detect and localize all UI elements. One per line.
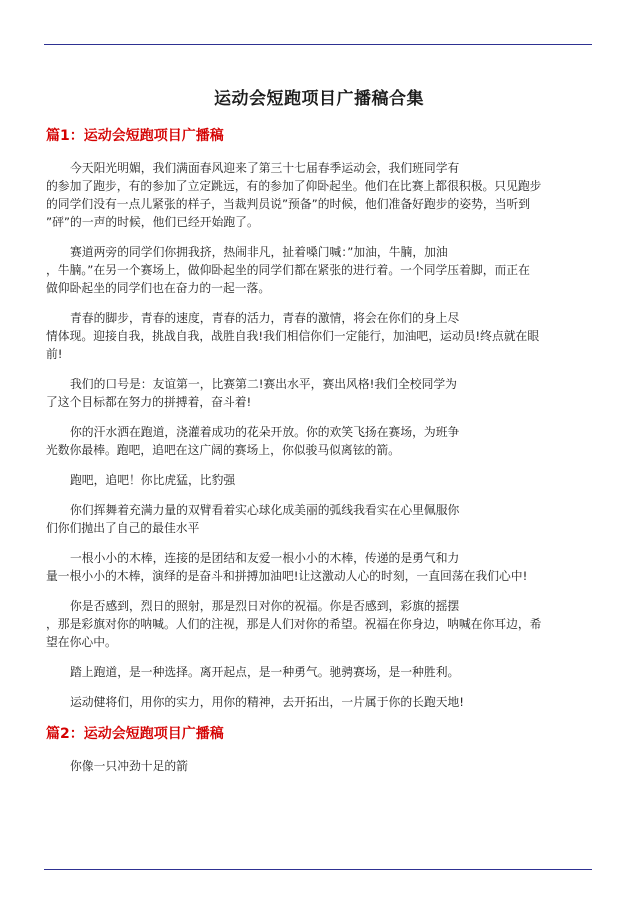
section-2-heading: 篇2：运动会短跑项目广播稿 [46, 726, 224, 742]
paragraph-line: 跑吧，追吧！你比虎猛，比豹强 [70, 473, 236, 487]
header-rule [44, 44, 592, 45]
paragraph-line: 情体现。迎接自我，挑战自我，战胜自我!我们相信你们一定能行，加油吧，运动员!终点就在眼 [46, 329, 540, 343]
paragraph-line: 今天阳光明媚，我们满面春风迎来了第三十七届春季运动会，我们班同学有 [70, 161, 460, 175]
paragraph-line: 的参加了跑步，有的参加了立定跳远，有的参加了仰卧起坐。他们在比赛上都很积极。只见跑步 [46, 179, 542, 193]
paragraph-line: 你的汗水洒在跑道，浇灌着成功的花朵开放。你的欢笑飞扬在赛场，为班争 [70, 425, 460, 439]
paragraph-line: 你像一只冲劲十足的箭 [70, 759, 188, 773]
paragraph-line: 青春的脚步，青春的速度，青春的活力，青春的激情，将会在你们的身上尽 [70, 311, 460, 325]
paragraph [46, 549, 592, 585]
document-body [46, 84, 592, 775]
paragraph [46, 423, 592, 459]
paragraph [46, 159, 592, 231]
paragraph [46, 757, 592, 775]
paragraph-line: 你是否感到，烈日的照射，那是烈日对你的祝福。你是否感到，彩旗的摇摆 [70, 599, 460, 613]
paragraph-line: ，牛腩。”在另一个赛场上，做仰卧起坐的同学们都在紧张的进行着。一个同学压着脚，而正在 [46, 263, 530, 277]
paragraph [46, 471, 592, 489]
paragraph-line: 踏上跑道，是一种选择。离开起点，是一种勇气。驰骋赛场，是一种胜利。 [70, 665, 460, 679]
paragraph [46, 663, 592, 681]
paragraph-line: 量一根小小的木棒，演绎的是奋斗和拼搏加油吧!让这激动人心的时刻，一直回荡在我们心中! [46, 569, 528, 583]
paragraph-line: 你们挥舞着充满力量的双臂看着实心球化成美丽的弧线我看实在心里佩服你 [70, 503, 460, 517]
paragraph-line: 的同学们没有一点儿紧张的样子，当裁判员说”预备”的时候，他们准备好跑步的姿势，当听到 [46, 197, 531, 211]
paragraph [46, 501, 592, 537]
document-title: 运动会短跑项目广播稿合集 [214, 89, 424, 109]
paragraph [46, 243, 592, 297]
paragraph [46, 597, 592, 651]
paragraph-line: 一根小小的木棒，连接的是团结和友爱一根小小的木棒，传递的是勇气和力 [70, 551, 460, 565]
paragraph [46, 309, 592, 363]
paragraph-line: ，那是彩旗对你的呐喊。人们的注视，那是人们对你的希望。祝福在你身边，呐喊在你耳边，希 [46, 617, 542, 631]
paragraph-line: 做仰卧起坐的同学们也在奋力的一起一落。 [46, 281, 271, 295]
footer-rule [44, 869, 592, 870]
paragraph-line: 赛道两旁的同学们你拥我挤，热闹非凡，扯着嗓门喊：”加油，牛腩，加油 [70, 245, 448, 259]
paragraph-line: ”砰”的一声的时候，他们已经开始跑了。 [46, 215, 259, 229]
paragraph [46, 693, 592, 711]
paragraph-line: 前! [46, 347, 63, 361]
paragraph-line: 光数你最棒。跑吧，追吧在这广阔的赛场上，你似骏马似离铉的箭。 [46, 443, 400, 457]
paragraph-line: 望在你心中。 [46, 635, 117, 649]
section-1-heading: 篇1：运动会短跑项目广播稿 [46, 128, 224, 144]
paragraph [46, 375, 592, 411]
paragraph-line: 我们的口号是：友谊第一，比赛第二!赛出水平，赛出风格!我们全校同学为 [70, 377, 457, 391]
paragraph-line: 们你们抛出了自己的最佳水平 [46, 521, 200, 535]
paragraph-line: 了这个目标都在努力的拼搏着，奋斗着! [46, 395, 252, 409]
paragraph-line: 运动健将们，用你的实力，用你的精神，去开拓出，一片属于你的长跑天地! [70, 695, 465, 709]
